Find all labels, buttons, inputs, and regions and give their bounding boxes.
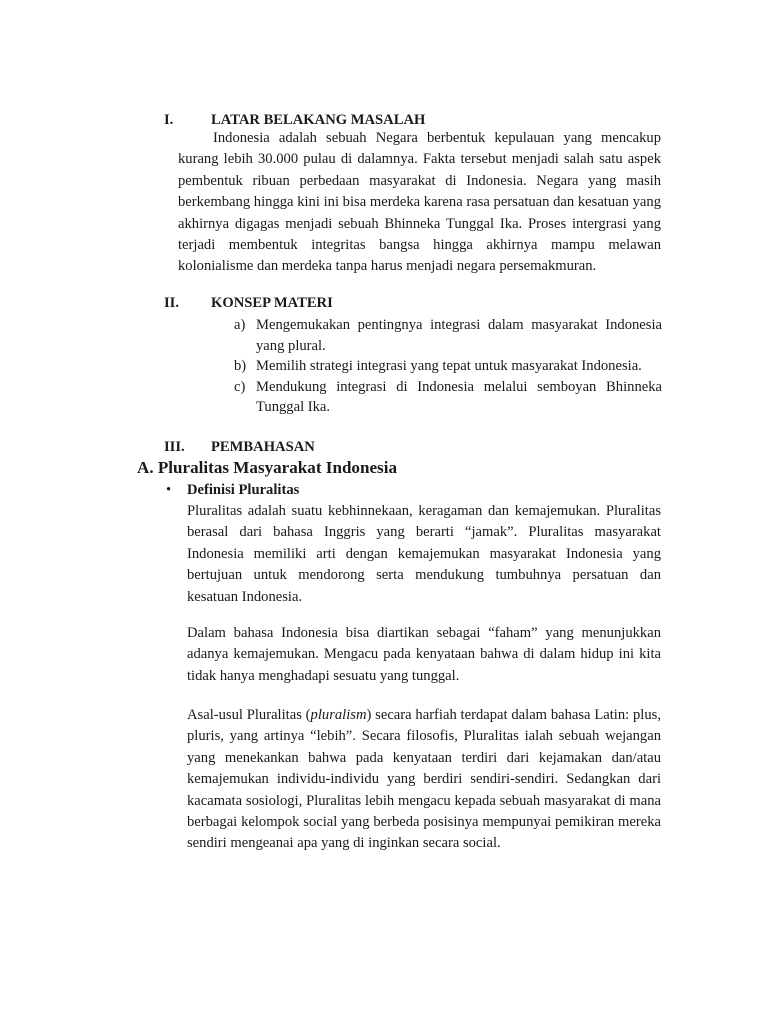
definition-paragraph-2: Dalam bahasa Indonesia bisa diartikan sebagai “faham” yang menunjukkan adanya kemajemukan. Mengacu pada kenyataan bahwa di dalam hidup ini kita tidak hanya menghadapi sesuatu yang tunggal. bbox=[187, 625, 661, 684]
definition-paragraph-3 bbox=[187, 705, 661, 855]
list-item bbox=[234, 356, 662, 377]
paragraph-3-start: Asal-usul Pluralitas ( bbox=[187, 707, 311, 723]
paragraph-3-italic-term: pluralism bbox=[310, 707, 367, 723]
definition-paragraph-1: Pluralitas adalah suatu kebhinnekaan, keragaman dan kemajemukan. Pluralitas berasal dari bahasa Inggris yang berarti “jamak”. Pluralitas masyarakat Indonesia memiliki arti dengan kemajemukan masyarakat Indonesia yang bertujuan untuk mendorong serta mendukung tumbuhnya persatuan dan kesatuan Indonesia. bbox=[187, 503, 661, 605]
list-marker: c) bbox=[234, 378, 246, 395]
subsection-heading: A. Pluralitas Masyarakat Indonesia bbox=[137, 458, 397, 477]
list-text: Mendukung integrasi di Indonesia melalui semboyan Bhinneka Tunggal Ika. bbox=[256, 378, 662, 415]
list-marker: a) bbox=[234, 317, 246, 333]
list-text: Memilih strategi integrasi yang tepat untuk masyarakat Indonesia. bbox=[256, 358, 642, 374]
section-3-number: III. bbox=[164, 439, 185, 455]
section-1-paragraph: Indonesia adalah sebuah Negara berbentuk kepulauan yang mencakup kurang lebih 30.000 pulau di dalamnya. Fakta tersebut menjadi salah satu aspek pembentuk ribuan perbedaan masyarakat di Indonesia. Negara yang masih berkembang hingga kini ini bisa merdeka karena rasa persatuan dan kesatuan yang akhirnya digagas menjadi sebuah Bhinneka Tunggal Ika. Proses intergrasi yang terjadi membentuk integritas bangsa hingga akhirnya mampu melawan kolonialisme dan merdeka tanpa harus menjadi negara persemakmuran. bbox=[178, 130, 661, 275]
list-item bbox=[234, 377, 662, 418]
definition-bullet bbox=[166, 480, 299, 500]
section-2-title: KONSEP MATERI bbox=[211, 295, 333, 311]
list-text: Mengemukakan pentingnya integrasi dalam masyarakat Indonesia yang plural. bbox=[256, 317, 662, 354]
section-2-heading bbox=[164, 293, 333, 313]
section-3-title: PEMBAHASAN bbox=[211, 439, 315, 455]
section-3-heading bbox=[164, 437, 315, 457]
paragraph-3-rest: ) secara harfiah terdapat dalam bahasa Latin: plus, pluris, yang artinya “lebih”. Secara filosofis, Pluralitas ialah sebuah wejangan yang menekankan bahwa pada kenyataan terdiri dari kejamakan dan/atau kemajemukan individu-individu yang berdiri sendiri-sendiri. Sedangkan dari kacamata sosiologi, Pluralitas lebih mengacu kepada sebuah masyarakat di mana berbagai kelompok social yang berbeda posisinya mempunyai pemikiran mereka sendiri mengeanai apa yang di inginkan secara social. bbox=[187, 707, 661, 852]
section-1-number: I. bbox=[164, 112, 174, 128]
bullet-dot: • bbox=[166, 482, 172, 498]
section-1-heading bbox=[164, 110, 425, 130]
section-2-number: II. bbox=[164, 295, 180, 311]
concept-list bbox=[234, 315, 662, 418]
bullet-title: Definisi Pluralitas bbox=[187, 482, 300, 498]
list-item bbox=[234, 315, 662, 356]
list-marker: b) bbox=[234, 358, 247, 374]
section-1-title: LATAR BELAKANG MASALAH bbox=[211, 112, 426, 128]
